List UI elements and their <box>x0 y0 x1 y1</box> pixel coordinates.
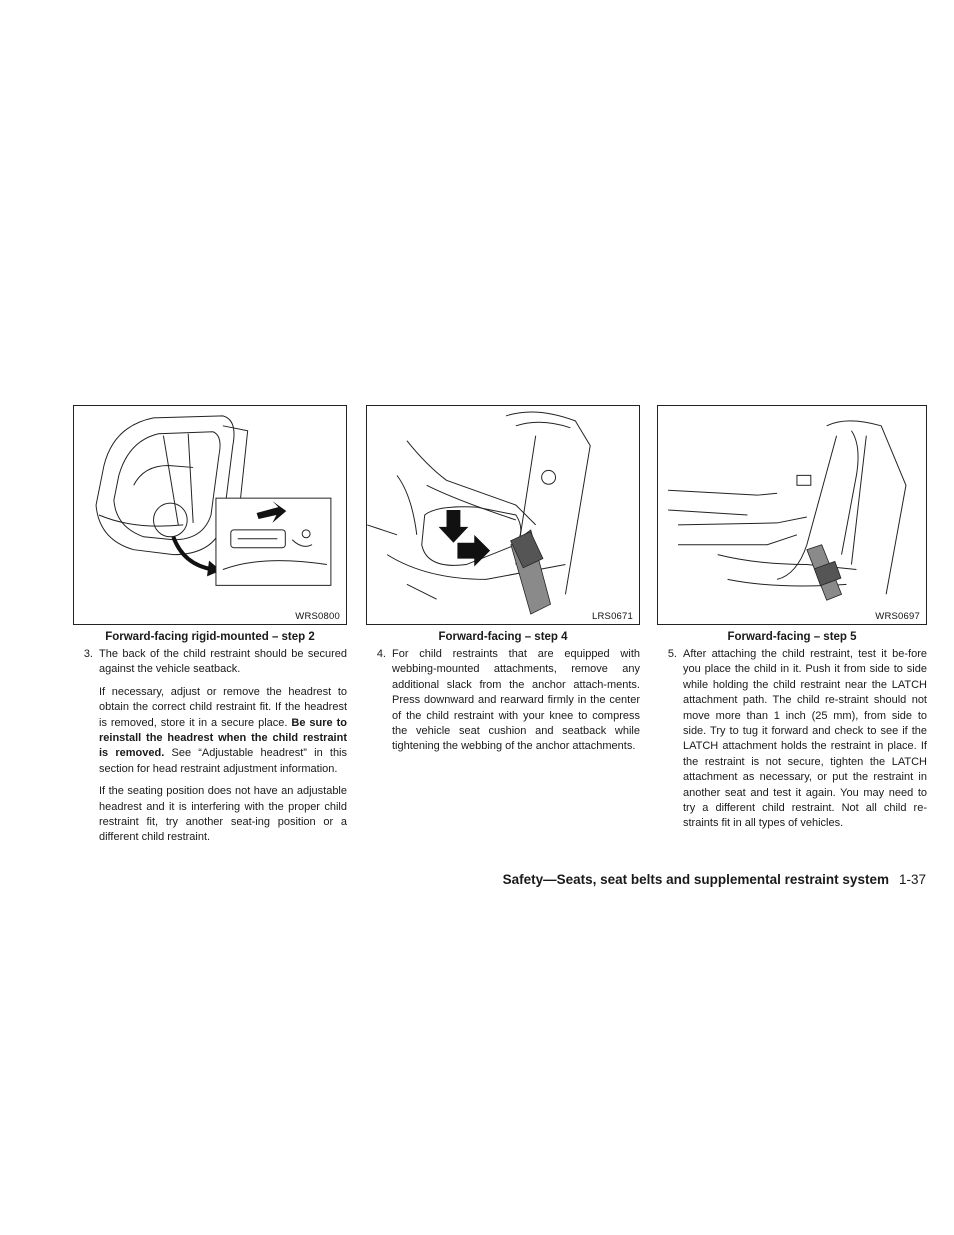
figure-step-5 <box>657 405 927 625</box>
headrest-reference: See “Adjustable headrest” in this section for head restraint adjustment information. <box>99 747 348 775</box>
headrest-warning: Be sure to reinstall the headrest when the child restraint is removed. <box>99 716 347 760</box>
figure-step-4 <box>366 405 640 625</box>
step-5 <box>657 647 927 832</box>
child-seat-illustration <box>74 406 346 624</box>
step-text: For child restraints that are equipped with webbing-mounted attachments, remove any additional slack from the anchor attach-ments. Press downward and rearward firmly in the center of the child restraint with your knee to compress the vehicle seat cushion and seatback while tightening the webbing of the anchor attachments. <box>392 648 640 753</box>
section-title: Safety—Seats, seat belts and supplemental restraint system <box>502 872 889 887</box>
step-number: 4. <box>376 648 386 660</box>
figure-code: WRS0697 <box>875 611 920 622</box>
page-footer <box>503 872 926 887</box>
headrest-text: If necessary, adjust or remove the headrest to obtain the correct child restraint fit. If the headrest is removed, store it in a secure place. <box>99 685 347 729</box>
column-1 <box>73 405 347 846</box>
figure-code: WRS0800 <box>295 611 340 622</box>
seating-position-paragraph: If the seating position does not have an adjustable headrest and it is interfering with the proper child restraint fit, try another seat-ing position or a different child restraint. <box>99 785 347 844</box>
figure-caption: Forward-facing rigid-mounted – step 2 <box>105 631 315 643</box>
step-text: The back of the child restraint should be secured against the vehicle seatback. <box>99 648 347 676</box>
step-3 <box>73 647 347 678</box>
column-3 <box>657 405 927 832</box>
step-number: 3. <box>83 648 93 660</box>
figure-code: LRS0671 <box>591 611 633 622</box>
headrest-paragraph <box>99 685 347 777</box>
step-text: After attaching the child restraint, test it be-fore you place the child in it. Push it from side to side while holding the child restraint near the LATCH attachment path. The child re-straint should not move more than 1 inch (25 mm), from side to side. Try to tug it forward and check to see if the LATCH attachment holds the restraint in place. If the restraint is not secure, tighten the LATCH attachment as necessary, or put the restraint in another seat and test it again. You may need to try a different child restraint. Not all child re-straints fit in all types of vehicles. <box>683 648 927 830</box>
step-4 <box>366 647 640 755</box>
step-number: 5. <box>667 648 677 660</box>
knee-press-illustration <box>367 406 639 624</box>
column-2 <box>366 405 640 755</box>
figure-caption: Forward-facing – step 5 <box>727 631 857 643</box>
test-restraint-illustration <box>658 406 926 624</box>
figure-caption: Forward-facing – step 4 <box>438 631 568 643</box>
page-number: 1-37 <box>898 872 926 887</box>
figure-rigid-mounted-step-2 <box>73 405 347 625</box>
